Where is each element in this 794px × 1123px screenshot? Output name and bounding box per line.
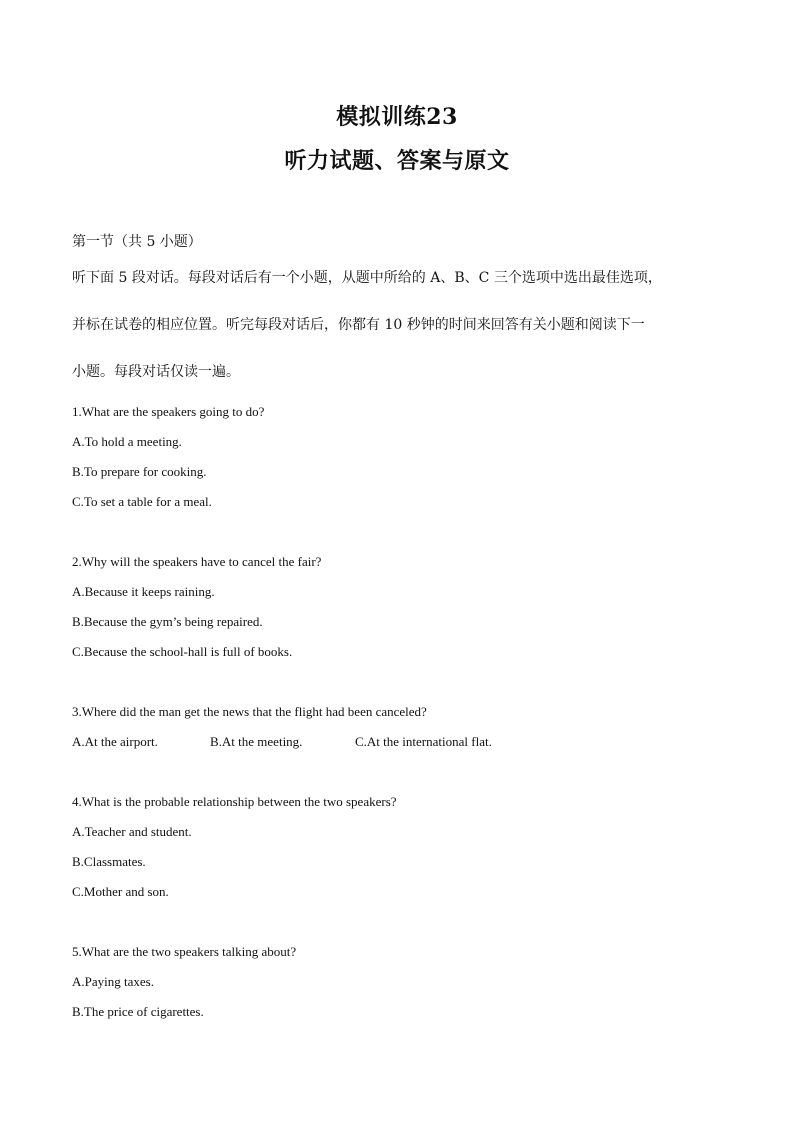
question-3	[72, 703, 732, 763]
question-stem: 3.Where did the man get the news that the flight had been canceled?	[72, 704, 427, 719]
option-b: B.Classmates.	[72, 854, 146, 869]
option-a: A.Because it keeps raining.	[72, 584, 215, 599]
question-1	[72, 403, 732, 523]
question-4	[72, 793, 732, 913]
question-stem: 1.What are the speakers going to do?	[72, 404, 265, 419]
question-stem: 5.What are the two speakers talking about?	[72, 944, 297, 959]
option-c: C.Mother and son.	[72, 884, 169, 899]
option-c: C.At the international flat.	[355, 734, 492, 749]
question-list	[72, 403, 732, 1063]
option-b: B.To prepare for cooking.	[72, 464, 207, 479]
question-5	[72, 943, 732, 1033]
instruction-line: 小题。每段对话仅读一遍。	[72, 364, 240, 380]
section-heading: 第一节（共 5 小题）	[72, 234, 202, 250]
option-a: A.At the airport.	[72, 734, 158, 749]
option-b: B.At the meeting.	[210, 734, 303, 749]
option-c: C.Because the school-hall is full of books.	[72, 644, 293, 659]
option-a: A.Teacher and student.	[72, 824, 192, 839]
page-subtitle: 听力试题、答案与原文	[284, 148, 510, 174]
question-2	[72, 553, 732, 673]
option-b: B.The price of cigarettes.	[72, 1004, 204, 1019]
option-c: C.To set a table for a meal.	[72, 494, 212, 509]
option-b: B.Because the gym’s being repaired.	[72, 614, 263, 629]
options-row	[72, 733, 732, 763]
section-instructions	[72, 269, 724, 410]
instruction-line: 听下面 5 段对话。每段对话后有一个小题，从题中所给的 A、B、C 三个选项中选出最佳选项，	[72, 270, 662, 286]
question-stem: 4.What is the probable relationship between the two speakers?	[72, 794, 397, 809]
option-a: A.To hold a meeting.	[72, 434, 182, 449]
option-a: A.Paying taxes.	[72, 974, 154, 989]
page-title: 模拟训练23	[336, 104, 458, 130]
question-stem: 2.Why will the speakers have to cancel the fair?	[72, 554, 322, 569]
instruction-line: 并标在试卷的相应位置。听完每段对话后，你都有 10 秒钟的时间来回答有关小题和阅读下一	[72, 317, 645, 333]
